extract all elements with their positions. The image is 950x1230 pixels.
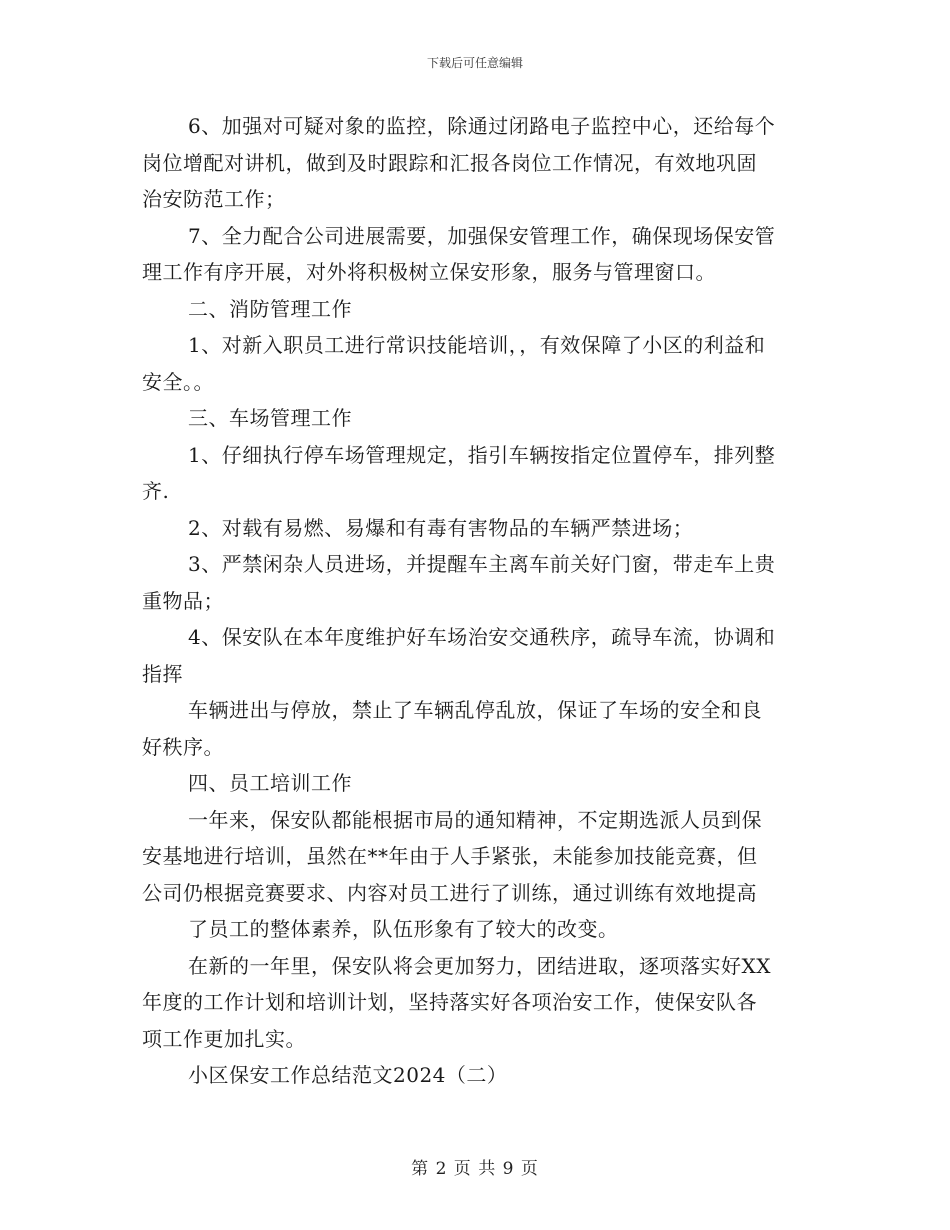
text-line: 公司仍根据竞赛要求、内容对员工进行了训练，通过训练有效地提高 xyxy=(142,880,757,905)
text-line: 小区保安工作总结范文2024（二） xyxy=(188,1063,508,1087)
text-line: 了员工的整体素养，队伍形象有了较大的改变。 xyxy=(188,917,619,941)
text-line: 在新的一年里，保安队将会更加努力，团结进取，逐项落实好XX xyxy=(188,953,771,978)
text-line: 1、对新入职员工进行常识技能培训，，有效保障了小区的利益和 xyxy=(188,333,766,357)
text-line: 岗位增配对讲机，做到及时跟踪和汇报各岗位工作情况，有效地巩固 xyxy=(142,150,757,175)
text-line: 项工作更加扎实。 xyxy=(142,1026,306,1051)
text-line: 齐. xyxy=(142,479,170,503)
text-line: 3、严禁闲杂人员进场，并提醒车主离车前关好门窗，带走车上贵 xyxy=(188,552,776,576)
text-line: 好秩序。 xyxy=(142,734,224,759)
text-line: 6、加强对可疑对象的监控，除通过闭路电子监控中心，还给每个 xyxy=(188,114,776,138)
text-line: 指挥 xyxy=(142,661,183,686)
page-footer: 第 2 页 共 9 页 xyxy=(411,1159,539,1179)
text-line: 1、仔细执行停车场管理规定，指引车辆按指定位置停车，排列整 xyxy=(188,442,776,467)
text-line: 二、消防管理工作 xyxy=(188,296,352,321)
document-body xyxy=(142,108,812,1094)
page-header: 下载后可任意编辑 xyxy=(426,56,523,70)
text-line: 7、全力配合公司进展需要，加强保安管理工作，确保现场保安管 xyxy=(188,223,776,248)
text-line: 四、员工培训工作 xyxy=(188,771,352,795)
text-line: 2、对载有易燃、易爆和有毒有害物品的车辆严禁进场； xyxy=(188,515,694,540)
text-line: 车辆进出与停放，禁止了车辆乱停乱放，保证了车场的安全和良 xyxy=(188,698,762,722)
text-line: 治安防范工作； xyxy=(142,187,286,211)
text-line: 一年来，保安队都能根据市局的通知精神，不定期选派人员到保 xyxy=(188,807,762,832)
text-line: 三、车场管理工作 xyxy=(188,406,352,430)
text-line: 年度的工作计划和培训计划，坚持落实好各项治安工作，使保安队各 xyxy=(142,990,757,1014)
text-line: 理工作有序开展，对外将积极树立保安形象，服务与管理窗口。 xyxy=(142,260,716,284)
text-line: 安基地进行培训，虽然在**年由于人手紧张，未能参加技能竞赛，但 xyxy=(142,844,758,868)
text-line: 重物品； xyxy=(142,588,224,613)
text-line: 安全。。 xyxy=(142,369,214,394)
text-line: 4、保安队在本年度维护好车场治安交通秩序，疏导车流，协调和 xyxy=(188,625,776,649)
